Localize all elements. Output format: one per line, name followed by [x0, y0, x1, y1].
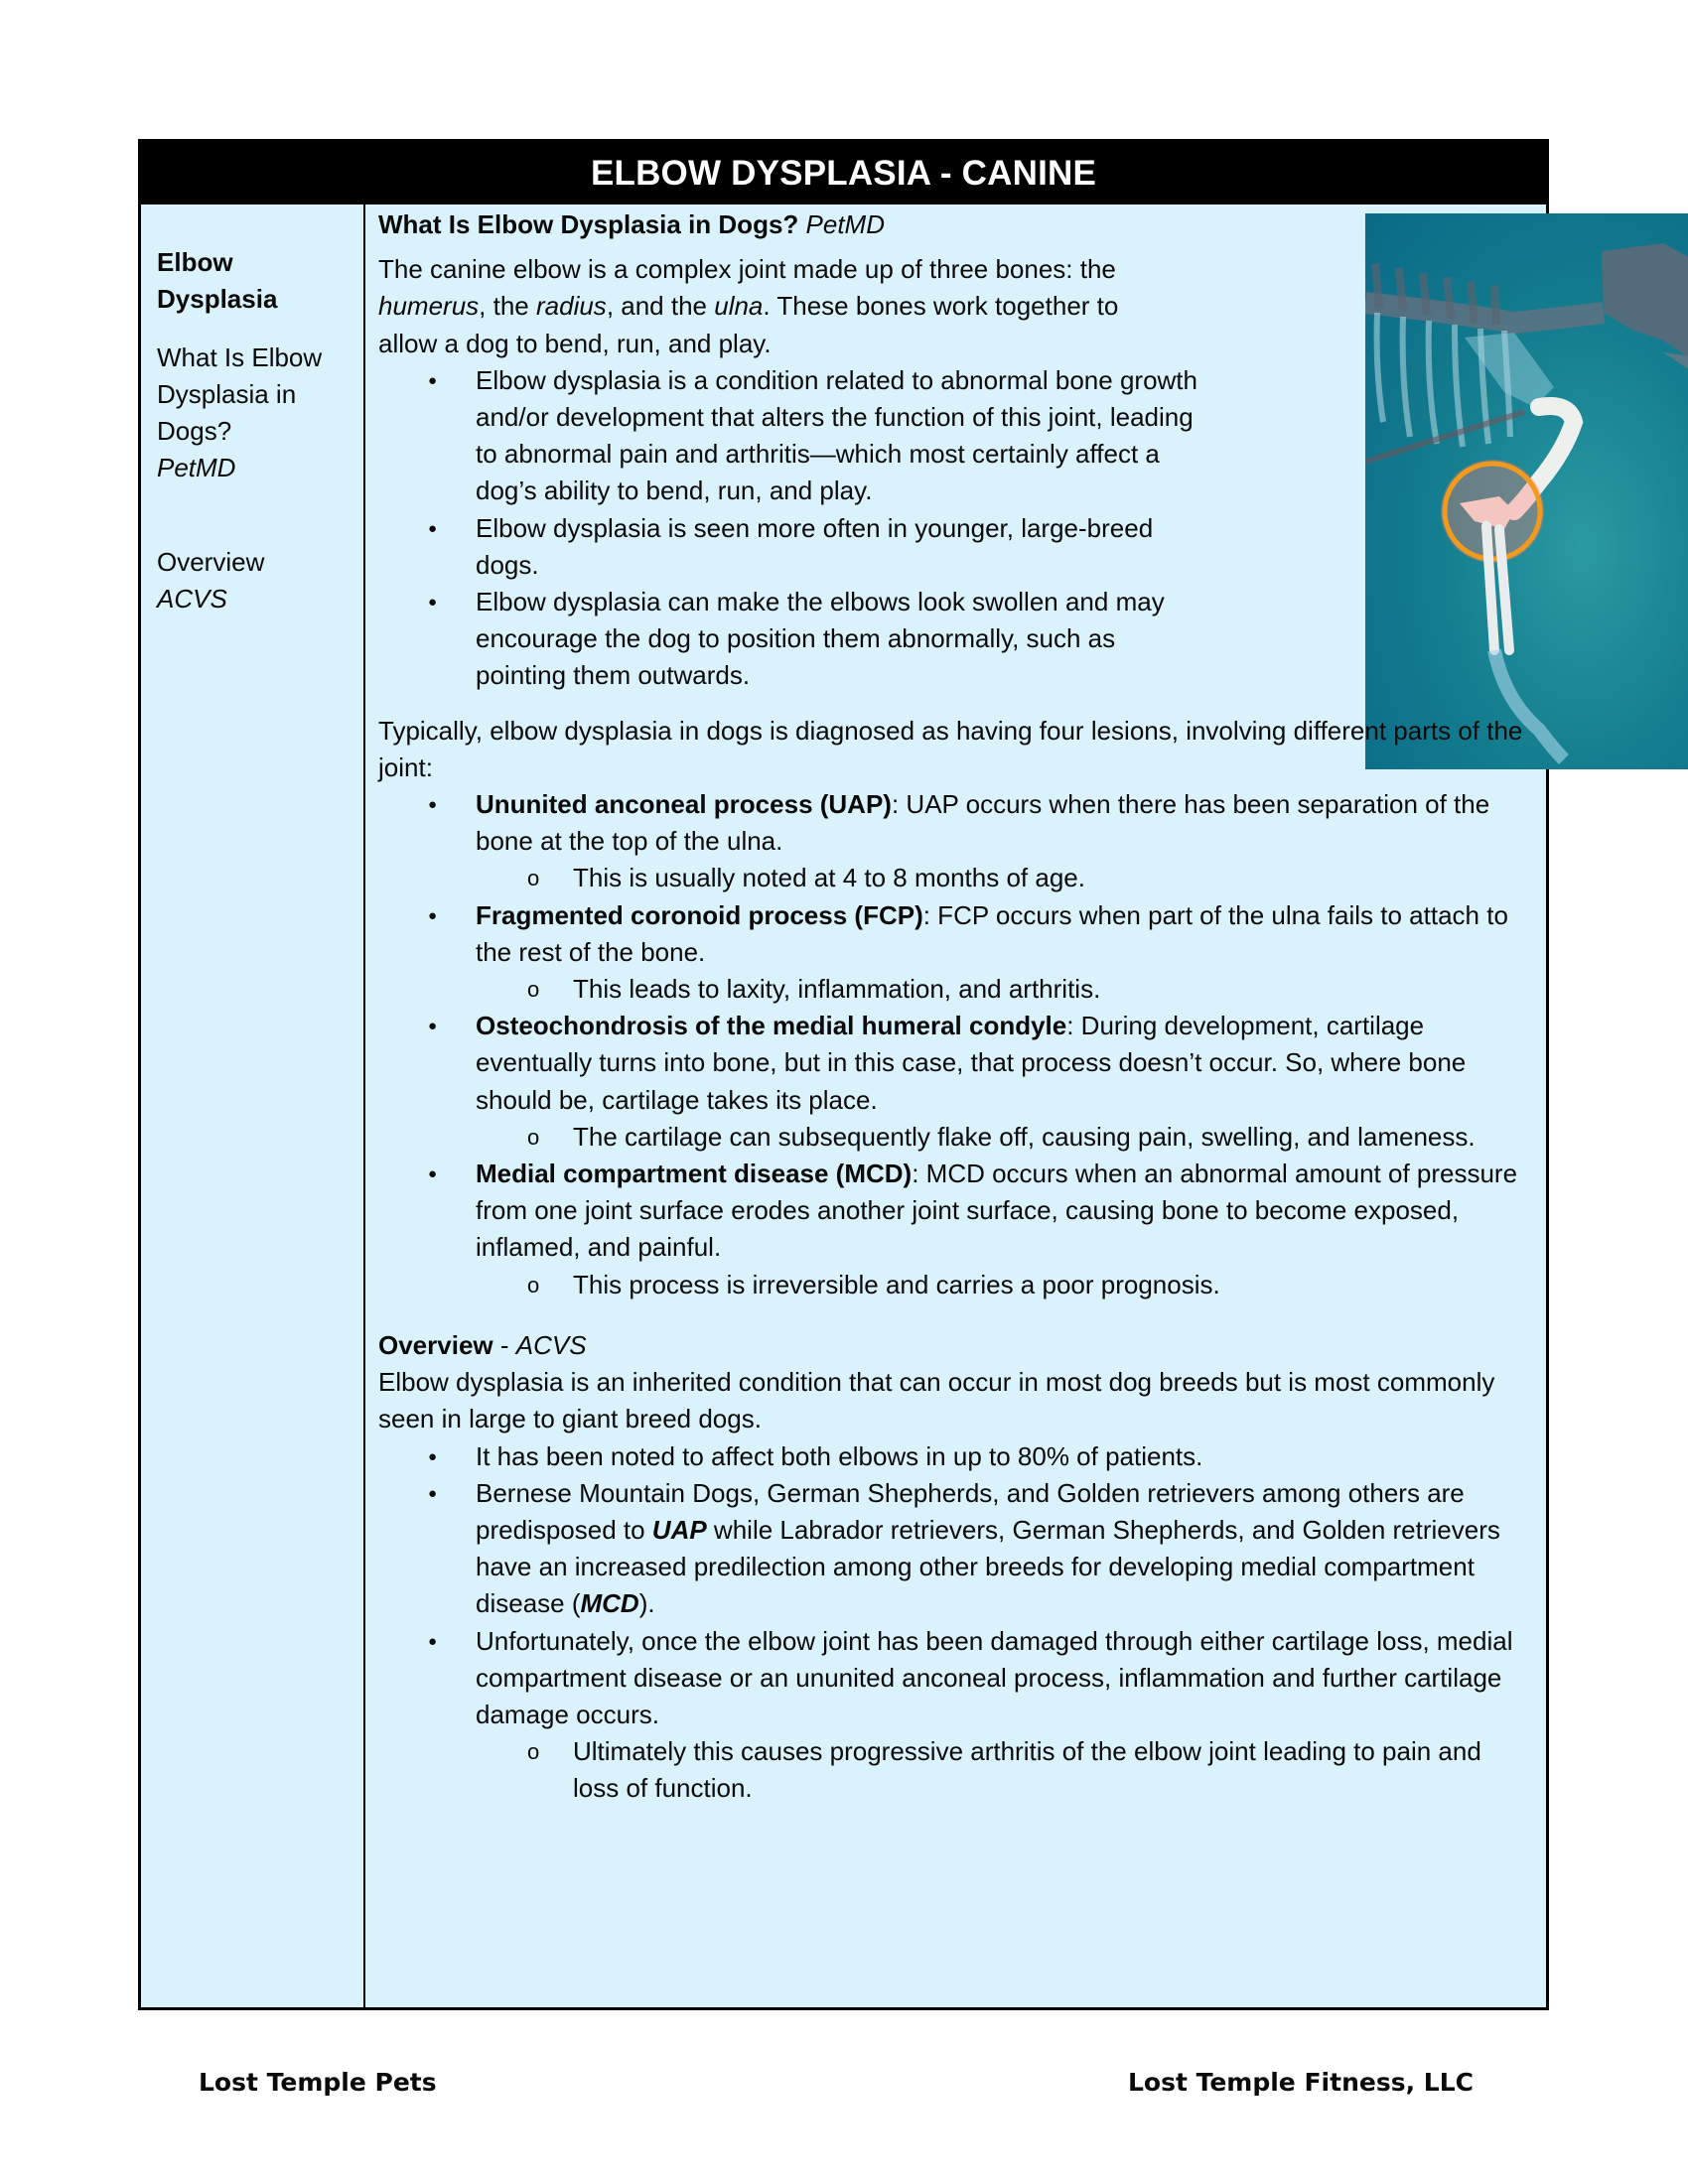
intro-paragraph: The canine elbow is a complex joint made up of three bones: the humerus, the radius, and the ulna. These bones work together to allow a dog to bend, run, and play. [378, 254, 1119, 358]
sub-list-item: o The cartilage can subsequently flake off, causing pain, swelling, and lameness. [476, 1119, 1530, 1156]
sidebar-item-label: Overview [157, 547, 265, 577]
section-heading-overview: Overview - ACVS [378, 1329, 587, 1360]
section-heading-what-is: What Is Elbow Dysplasia in Dogs? PetMD [378, 209, 885, 239]
intro-bullets [378, 362, 1212, 695]
list-item: ● It has been noted to affect both elbows in up to 80% of patients. [378, 1438, 1530, 1475]
sidebar-item-overview [157, 544, 360, 617]
list-item: ● Elbow dysplasia is a condition related to abnormal bone growth and/or development that alters the function of this joint, leading to abnormal pain and arthritis—which most certainly affect a dog’s ability to bend, run, and play. [378, 362, 1212, 510]
lesion-item-osteochondrosis: ● Osteochondrosis of the medial humeral condyle: During development, cartilage eventually turns into bone, but in this case, that process doesn’t occur. So, where bone should be, cartilage takes its place. o The cartilage can subsequently flake off, causing pain, swelling, and lameness. [378, 1008, 1530, 1156]
page-title: ELBOW DYSPLASIA - CANINE [141, 142, 1546, 205]
lesions-intro: Typically, elbow dysplasia in dogs is diagnosed as having four lesions, involving different parts of the joint: [378, 715, 1523, 782]
lesions-list [378, 786, 1530, 1303]
sidebar-title: Elbow Dysplasia [157, 247, 278, 314]
sub-list-item: o This leads to laxity, inflammation, and arthritis. [476, 971, 1530, 1008]
sidebar-nav [157, 244, 360, 675]
list-item: ● Elbow dysplasia can make the elbows look swollen and may encourage the dog to position them abnormally, such as pointing them outwards. [378, 584, 1212, 695]
article-body [378, 206, 1530, 1808]
footer-right: Lost Temple Fitness, LLC [1127, 2068, 1474, 2097]
main-content [365, 205, 1546, 2007]
list-item: ● Bernese Mountain Dogs, German Shepherds, and Golden retrievers among others are predisposed to UAP while Labrador retrievers, German Shepherds, and Golden retrievers have an increased predilection among other breeds for developing medial compartment disease (MCD). [378, 1475, 1530, 1623]
sidebar [141, 205, 365, 2007]
lesion-item-fcp: ● Fragmented coronoid process (FCP): FCP occurs when part of the ulna fails to attach to the rest of the bone. o This leads to laxity, inflammation, and arthritis. [378, 897, 1530, 1009]
list-item: ● Elbow dysplasia is seen more often in younger, large-breed dogs. [378, 510, 1212, 584]
sidebar-item-what-is [157, 340, 360, 486]
lesion-item-mcd: ● Medial compartment disease (MCD): MCD occurs when an abnormal amount of pressure from one joint surface erodes another joint surface, causing bone to become exposed, inflamed, and painful. o This process is irreversible and carries a poor prognosis. [378, 1156, 1530, 1303]
sub-list-item: o This is usually noted at 4 to 8 months of age. [476, 860, 1530, 896]
lesion-item-uap: ● Ununited anconeal process (UAP): UAP occurs when there has been separation of the bone at the top of the ulna. o This is usually noted at 4 to 8 months of age. [378, 786, 1530, 897]
footer-left: Lost Temple Pets [199, 2068, 437, 2097]
sub-list-item: o Ultimately this causes progressive arthritis of the elbow joint leading to pain and loss of function. [476, 1733, 1530, 1807]
overview-intro: Elbow dysplasia is an inherited condition that can occur in most dog breeds but is most commonly seen in large to giant breed dogs. [378, 1367, 1495, 1434]
overview-bullets [378, 1438, 1530, 1808]
content-table [138, 139, 1549, 2010]
sidebar-item-source: ACVS [157, 584, 227, 614]
sidebar-item-label: What Is Elbow Dysplasia in Dogs? [157, 342, 323, 446]
list-item: ● Unfortunately, once the elbow joint has been damaged through either cartilage loss, medial compartment disease or an ununited anconeal process, inflammation and further cartilage damage occurs. o Ultimately this causes progressive arthritis of the elbow joint leading to pain and loss of function. [378, 1623, 1530, 1808]
sidebar-item-source: PetMD [157, 453, 236, 482]
sub-list-item: o This process is irreversible and carries a poor prognosis. [476, 1267, 1530, 1303]
